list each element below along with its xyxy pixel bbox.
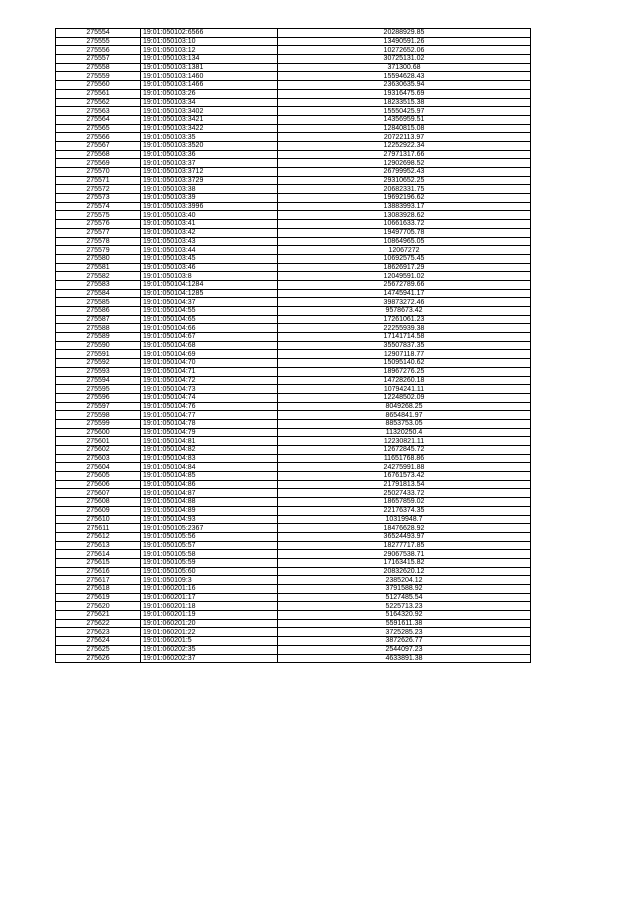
row-number-cell: 275609	[56, 506, 141, 515]
row-number-cell: 275622	[56, 619, 141, 628]
table-row	[56, 107, 531, 116]
row-number-cell: 275607	[56, 489, 141, 498]
cadastral-number-cell: 19:01:050105:60	[141, 567, 278, 576]
row-number-cell: 275612	[56, 532, 141, 541]
table-row	[56, 489, 531, 498]
value-cell: 8853753.05	[278, 419, 531, 428]
cadastral-number-cell: 19:01:050104:83	[141, 454, 278, 463]
value-cell: 13083928.62	[278, 211, 531, 220]
table-row	[56, 29, 531, 38]
value-cell: 15594628.43	[278, 72, 531, 81]
row-number-cell: 275574	[56, 202, 141, 211]
table-row	[56, 558, 531, 567]
table-row	[56, 463, 531, 472]
value-cell: 13883993.17	[278, 202, 531, 211]
row-number-cell: 275579	[56, 246, 141, 255]
table-row	[56, 315, 531, 324]
value-cell: 3725285.23	[278, 628, 531, 637]
value-cell: 3872626.77	[278, 637, 531, 646]
row-number-cell: 275581	[56, 263, 141, 272]
table-row	[56, 645, 531, 654]
cadastral-number-cell: 19:01:050104:77	[141, 411, 278, 420]
row-number-cell: 275601	[56, 437, 141, 446]
table-row	[56, 89, 531, 98]
value-cell: 18476628.92	[278, 524, 531, 533]
value-cell: 18277717.85	[278, 541, 531, 550]
cadastral-number-cell: 19:01:050103:3729	[141, 176, 278, 185]
value-cell: 11651768.86	[278, 454, 531, 463]
cadastral-number-cell: 19:01:050104:67	[141, 333, 278, 342]
row-number-cell: 275558	[56, 63, 141, 72]
value-cell: 12067272	[278, 246, 531, 255]
value-cell: 36524493.97	[278, 532, 531, 541]
cadastral-number-cell: 19:01:050103:26	[141, 89, 278, 98]
cadastral-number-cell: 19:01:050104:88	[141, 498, 278, 507]
cadastral-number-cell: 19:01:050103:41	[141, 220, 278, 229]
cadastral-number-cell: 19:01:050104:86	[141, 480, 278, 489]
table-row	[56, 506, 531, 515]
row-number-cell: 275560	[56, 81, 141, 90]
row-number-cell: 275556	[56, 46, 141, 55]
row-number-cell: 275570	[56, 168, 141, 177]
cadastral-number-cell: 19:01:050103:3996	[141, 202, 278, 211]
cadastral-number-cell: 19:01:050103:3520	[141, 141, 278, 150]
cadastral-number-cell: 19:01:050104:71	[141, 367, 278, 376]
cadastral-number-cell: 19:01:050103:1466	[141, 81, 278, 90]
cadastral-number-cell: 19:01:060201:19	[141, 611, 278, 620]
value-cell: 14745941.17	[278, 289, 531, 298]
cadastral-number-cell: 19:01:050103:39	[141, 194, 278, 203]
cadastral-number-cell: 19:01:050105:57	[141, 541, 278, 550]
cadastral-number-cell: 19:01:050104:1285	[141, 289, 278, 298]
row-number-cell: 275564	[56, 115, 141, 124]
row-number-cell: 275608	[56, 498, 141, 507]
table-row	[56, 194, 531, 203]
row-number-cell: 275571	[56, 176, 141, 185]
value-cell: 35507837.35	[278, 341, 531, 350]
value-cell: 12907118.77	[278, 350, 531, 359]
table-row	[56, 628, 531, 637]
table-row	[56, 168, 531, 177]
table-row	[56, 350, 531, 359]
cadastral-number-cell: 19:01:050103:43	[141, 237, 278, 246]
cadastral-number-cell: 19:01:050103:3402	[141, 107, 278, 116]
value-cell: 5127485.54	[278, 593, 531, 602]
value-cell: 24275991.88	[278, 463, 531, 472]
value-cell: 26799952.43	[278, 168, 531, 177]
cadastral-number-cell: 19:01:050104:89	[141, 506, 278, 515]
table-row	[56, 419, 531, 428]
row-number-cell: 275596	[56, 393, 141, 402]
row-number-cell: 275577	[56, 228, 141, 237]
cadastral-number-cell: 19:01:050104:87	[141, 489, 278, 498]
table-row	[56, 611, 531, 620]
row-number-cell: 275584	[56, 289, 141, 298]
row-number-cell: 275585	[56, 298, 141, 307]
cadastral-number-cell: 19:01:060201:22	[141, 628, 278, 637]
row-number-cell: 275587	[56, 315, 141, 324]
value-cell: 5164320.92	[278, 611, 531, 620]
value-cell: 8654841.97	[278, 411, 531, 420]
table-row	[56, 402, 531, 411]
value-cell: 25027433.72	[278, 489, 531, 498]
row-number-cell: 275557	[56, 55, 141, 64]
value-cell: 17141714.58	[278, 333, 531, 342]
cadastral-number-cell: 19:01:050109:3	[141, 576, 278, 585]
row-number-cell: 275573	[56, 194, 141, 203]
table-row	[56, 150, 531, 159]
table-row	[56, 81, 531, 90]
row-number-cell: 275594	[56, 376, 141, 385]
row-number-cell: 275598	[56, 411, 141, 420]
row-number-cell: 275623	[56, 628, 141, 637]
cadastral-number-cell: 19:01:060201:17	[141, 593, 278, 602]
value-cell: 3791588.92	[278, 585, 531, 594]
cadastral-number-cell: 19:01:050103:3712	[141, 168, 278, 177]
table-row	[56, 411, 531, 420]
value-cell: 12672845.72	[278, 446, 531, 455]
table-row	[56, 176, 531, 185]
value-cell: 12902698.52	[278, 159, 531, 168]
cadastral-number-cell: 19:01:050104:84	[141, 463, 278, 472]
value-cell: 371300.68	[278, 63, 531, 72]
value-cell: 15550425.97	[278, 107, 531, 116]
row-number-cell: 275580	[56, 254, 141, 263]
value-cell: 12840815.08	[278, 124, 531, 133]
cadastral-number-cell: 19:01:050103:3422	[141, 124, 278, 133]
cadastral-number-cell: 19:01:060201:20	[141, 619, 278, 628]
row-number-cell: 275617	[56, 576, 141, 585]
cadastral-number-cell: 19:01:060201:16	[141, 585, 278, 594]
table-row	[56, 585, 531, 594]
value-cell: 12252922.34	[278, 141, 531, 150]
row-number-cell: 275595	[56, 385, 141, 394]
table-row	[56, 202, 531, 211]
cadastral-number-cell: 19:01:050105:2367	[141, 524, 278, 533]
cadastral-number-cell: 19:01:050104:76	[141, 402, 278, 411]
table-row	[56, 185, 531, 194]
value-cell: 19692196.62	[278, 194, 531, 203]
value-cell: 8049268.25	[278, 402, 531, 411]
table-row	[56, 133, 531, 142]
table-row	[56, 237, 531, 246]
row-number-cell: 275589	[56, 333, 141, 342]
value-cell: 5591611.38	[278, 619, 531, 628]
table-row	[56, 280, 531, 289]
value-cell: 21791813.54	[278, 480, 531, 489]
value-cell: 29310652.25	[278, 176, 531, 185]
table-row	[56, 72, 531, 81]
cadastral-number-cell: 19:01:050103:3421	[141, 115, 278, 124]
value-cell: 12230821.11	[278, 437, 531, 446]
value-cell: 5225713.23	[278, 602, 531, 611]
cadastral-number-cell: 19:01:060201:18	[141, 602, 278, 611]
cadastral-number-cell: 19:01:050104:74	[141, 393, 278, 402]
value-cell: 25672789.66	[278, 280, 531, 289]
cadastral-number-cell: 19:01:050104:68	[141, 341, 278, 350]
table-row	[56, 141, 531, 150]
value-cell: 11320250.4	[278, 428, 531, 437]
value-cell: 14356959.51	[278, 115, 531, 124]
row-number-cell: 275559	[56, 72, 141, 81]
cadastral-number-cell: 19:01:050104:85	[141, 472, 278, 481]
value-cell: 39873272.46	[278, 298, 531, 307]
row-number-cell: 275610	[56, 515, 141, 524]
cadastral-number-cell: 19:01:050105:59	[141, 558, 278, 567]
value-cell: 20288929.85	[278, 29, 531, 38]
cadastral-number-cell: 19:01:060201:5	[141, 637, 278, 646]
row-number-cell: 275626	[56, 654, 141, 663]
cadastral-number-cell: 19:01:050104:73	[141, 385, 278, 394]
row-number-cell: 275582	[56, 272, 141, 281]
table-row	[56, 289, 531, 298]
table-row	[56, 324, 531, 333]
value-cell: 10272652.06	[278, 46, 531, 55]
table-row	[56, 63, 531, 72]
row-number-cell: 275615	[56, 558, 141, 567]
cadastral-number-cell: 19:01:060202:37	[141, 654, 278, 663]
row-number-cell: 275567	[56, 141, 141, 150]
table-row	[56, 524, 531, 533]
cadastral-number-cell: 19:01:050103:38	[141, 185, 278, 194]
value-cell: 12049591.02	[278, 272, 531, 281]
value-cell: 20682331.75	[278, 185, 531, 194]
value-cell: 22176374.35	[278, 506, 531, 515]
table-row	[56, 367, 531, 376]
cadastral-number-cell: 19:01:050103:1381	[141, 63, 278, 72]
value-cell: 29067538.71	[278, 550, 531, 559]
table-row	[56, 385, 531, 394]
cadastral-number-cell: 19:01:050103:37	[141, 159, 278, 168]
table-row	[56, 454, 531, 463]
value-cell: 16761573.42	[278, 472, 531, 481]
row-number-cell: 275600	[56, 428, 141, 437]
value-cell: 14728260.18	[278, 376, 531, 385]
table-row	[56, 333, 531, 342]
cadastral-number-cell: 19:01:050104:82	[141, 446, 278, 455]
table-row	[56, 532, 531, 541]
cadastral-number-cell: 19:01:050103:34	[141, 98, 278, 107]
cadastral-number-cell: 19:01:050103:10	[141, 37, 278, 46]
cadastral-number-cell: 19:01:050103:46	[141, 263, 278, 272]
table-row	[56, 498, 531, 507]
row-number-cell: 275624	[56, 637, 141, 646]
table-row	[56, 254, 531, 263]
row-number-cell: 275575	[56, 211, 141, 220]
table-row	[56, 159, 531, 168]
data-table	[55, 28, 531, 663]
cadastral-number-cell: 19:01:050103:40	[141, 211, 278, 220]
table-row	[56, 46, 531, 55]
cadastral-number-cell: 19:01:050102:6566	[141, 29, 278, 38]
row-number-cell: 275588	[56, 324, 141, 333]
row-number-cell: 275586	[56, 307, 141, 316]
cadastral-number-cell: 19:01:050104:70	[141, 359, 278, 368]
cadastral-number-cell: 19:01:050104:79	[141, 428, 278, 437]
cadastral-number-cell: 19:01:050103:1460	[141, 72, 278, 81]
table-row	[56, 246, 531, 255]
cadastral-number-cell: 19:01:050103:36	[141, 150, 278, 159]
row-number-cell: 275568	[56, 150, 141, 159]
cadastral-number-cell: 19:01:050104:93	[141, 515, 278, 524]
row-number-cell: 275583	[56, 280, 141, 289]
cadastral-number-cell: 19:01:050105:56	[141, 532, 278, 541]
cadastral-number-cell: 19:01:050104:81	[141, 437, 278, 446]
row-number-cell: 275621	[56, 611, 141, 620]
row-number-cell: 275625	[56, 645, 141, 654]
row-number-cell: 275592	[56, 359, 141, 368]
value-cell: 2385204.12	[278, 576, 531, 585]
row-number-cell: 275554	[56, 29, 141, 38]
row-number-cell: 275565	[56, 124, 141, 133]
row-number-cell: 275561	[56, 89, 141, 98]
row-number-cell: 275613	[56, 541, 141, 550]
table-row	[56, 541, 531, 550]
value-cell: 10319948.7	[278, 515, 531, 524]
row-number-cell: 275562	[56, 98, 141, 107]
table-row	[56, 211, 531, 220]
row-number-cell: 275563	[56, 107, 141, 116]
table-row	[56, 359, 531, 368]
row-number-cell: 275569	[56, 159, 141, 168]
table-row	[56, 472, 531, 481]
table-row	[56, 307, 531, 316]
table-row	[56, 263, 531, 272]
row-number-cell: 275599	[56, 419, 141, 428]
value-cell: 17163415.82	[278, 558, 531, 567]
table-row	[56, 480, 531, 489]
cadastral-number-cell: 19:01:050103:44	[141, 246, 278, 255]
table-row	[56, 446, 531, 455]
value-cell: 10692575.45	[278, 254, 531, 263]
cadastral-number-cell: 19:01:050104:1284	[141, 280, 278, 289]
table-row	[56, 341, 531, 350]
row-number-cell: 275597	[56, 402, 141, 411]
row-number-cell: 275603	[56, 454, 141, 463]
row-number-cell: 275616	[56, 567, 141, 576]
row-number-cell: 275618	[56, 585, 141, 594]
row-number-cell: 275604	[56, 463, 141, 472]
row-number-cell: 275606	[56, 480, 141, 489]
cadastral-number-cell: 19:01:050104:72	[141, 376, 278, 385]
value-cell: 18626917.29	[278, 263, 531, 272]
table-row	[56, 98, 531, 107]
table-row	[56, 550, 531, 559]
table-row	[56, 37, 531, 46]
row-number-cell: 275578	[56, 237, 141, 246]
value-cell: 19497705.78	[278, 228, 531, 237]
cadastral-number-cell: 19:01:050104:37	[141, 298, 278, 307]
cadastral-number-cell: 19:01:060202:35	[141, 645, 278, 654]
row-number-cell: 275593	[56, 367, 141, 376]
cadastral-number-cell: 19:01:050104:66	[141, 324, 278, 333]
table-row	[56, 393, 531, 402]
cadastral-number-cell: 19:01:050103:12	[141, 46, 278, 55]
row-number-cell: 275619	[56, 593, 141, 602]
row-number-cell: 275555	[56, 37, 141, 46]
value-cell: 27971317.66	[278, 150, 531, 159]
value-cell: 2544097.23	[278, 645, 531, 654]
value-cell: 9578673.42	[278, 307, 531, 316]
cadastral-number-cell: 19:01:050104:65	[141, 315, 278, 324]
row-number-cell: 275614	[56, 550, 141, 559]
value-cell: 10864965.05	[278, 237, 531, 246]
table-row	[56, 228, 531, 237]
cadastral-number-cell: 19:01:050104:78	[141, 419, 278, 428]
table-row	[56, 637, 531, 646]
row-number-cell: 275591	[56, 350, 141, 359]
table-row	[56, 272, 531, 281]
table-row	[56, 437, 531, 446]
value-cell: 22255939.38	[278, 324, 531, 333]
cadastral-number-cell: 19:01:050103:134	[141, 55, 278, 64]
table-row	[56, 654, 531, 663]
value-cell: 18657859.02	[278, 498, 531, 507]
cadastral-number-cell: 19:01:050105:58	[141, 550, 278, 559]
cadastral-number-cell: 19:01:050103:42	[141, 228, 278, 237]
value-cell: 15095140.62	[278, 359, 531, 368]
row-number-cell: 275605	[56, 472, 141, 481]
table-row	[56, 593, 531, 602]
table-row	[56, 124, 531, 133]
cadastral-number-cell: 19:01:050104:55	[141, 307, 278, 316]
value-cell: 10794241.11	[278, 385, 531, 394]
table-row	[56, 115, 531, 124]
value-cell: 20722113.97	[278, 133, 531, 142]
value-cell: 17261061.23	[278, 315, 531, 324]
value-cell: 10661633.72	[278, 220, 531, 229]
table-row	[56, 220, 531, 229]
cadastral-number-cell: 19:01:050103:45	[141, 254, 278, 263]
value-cell: 18967276.25	[278, 367, 531, 376]
row-number-cell: 275611	[56, 524, 141, 533]
table-row	[56, 376, 531, 385]
cadastral-number-cell: 19:01:050103:35	[141, 133, 278, 142]
table-row	[56, 602, 531, 611]
table-body	[56, 29, 531, 663]
table-row	[56, 55, 531, 64]
table-row	[56, 515, 531, 524]
table-row	[56, 619, 531, 628]
value-cell: 30725131.02	[278, 55, 531, 64]
row-number-cell: 275620	[56, 602, 141, 611]
value-cell: 20832620.12	[278, 567, 531, 576]
row-number-cell: 275576	[56, 220, 141, 229]
table-row	[56, 428, 531, 437]
value-cell: 4633891.38	[278, 654, 531, 663]
value-cell: 23630635.94	[278, 81, 531, 90]
table-row	[56, 576, 531, 585]
cadastral-number-cell: 19:01:050104:69	[141, 350, 278, 359]
cadastral-number-cell: 19:01:050103:8	[141, 272, 278, 281]
value-cell: 13490591.26	[278, 37, 531, 46]
row-number-cell: 275566	[56, 133, 141, 142]
value-cell: 18233515.38	[278, 98, 531, 107]
row-number-cell: 275590	[56, 341, 141, 350]
table-row	[56, 298, 531, 307]
table-row	[56, 567, 531, 576]
row-number-cell: 275572	[56, 185, 141, 194]
value-cell: 12248502.09	[278, 393, 531, 402]
value-cell: 19316475.69	[278, 89, 531, 98]
row-number-cell: 275602	[56, 446, 141, 455]
